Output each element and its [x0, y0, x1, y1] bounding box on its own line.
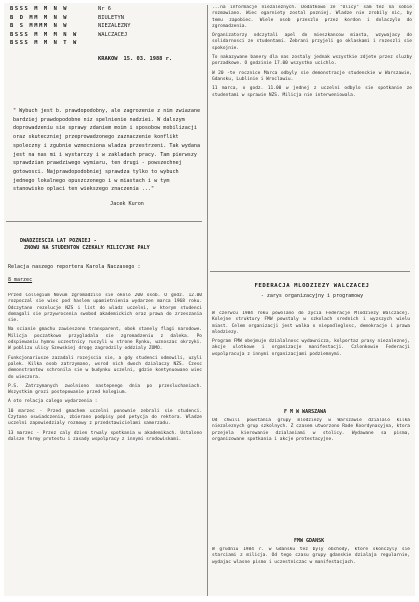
warsaw-label: F M W WARSZAWA	[284, 409, 327, 415]
right-top-body	[212, 5, 412, 267]
masthead	[10, 5, 205, 65]
article-title	[20, 238, 190, 253]
issue-date	[98, 56, 178, 62]
masthead-line: WALCZACEJ	[98, 31, 128, 38]
left-column	[4, 3, 204, 596]
bulletin-page	[4, 3, 415, 596]
masthead-row: B S MMMM N W	[10, 23, 69, 30]
right-paragraph: Organizatorzy odczytali apel do mieszkancow miasta, wzywajacy do solidarnosci ze studentami. Zebrani przyjeli go oklaskami i rozeszli sie spokojnie.	[212, 33, 412, 51]
warsaw-text: Od chwili powstania grupy mlodziezy w Warszawie dzialalo kilka niezaleznych grup szkolnych. Z czasem utworzono Rade Koordynacyjna, ktora przejela kierowanie dzialaniami w stolicy. Wydawane sa pisma, organizowane spotkania i akcje protestacyjne.	[212, 418, 410, 442]
gdansk-body	[212, 547, 410, 595]
gdansk-text: W grudniu 1984 r. w Gdansku tez byly obchody, ktore skonczyly sie starciami z milicja. Od tego czasu grupy gdanskie dzialaja regularnie, wydajac wlasne pismo i uczestniczac w manifestacjach.	[212, 547, 410, 565]
article-date-label: 8 marzec	[8, 277, 33, 283]
masthead-row: B D MM M N W	[10, 14, 69, 21]
masthead-letters	[10, 5, 78, 48]
federation-subtitle: - zarys organizacyjny i programowy	[260, 293, 364, 299]
article-title-line: ZNOWU NA STUDENTOW CZEKALY MILICYJNE PALY	[24, 245, 150, 252]
right-paragraph: To nakazywane banery dla nas zostaly jednak wszystkie zdjete przez sluzby porzadkowe. O godzinie 17.00 wszystko ucichlo.	[212, 55, 412, 67]
masthead-row: BSSS M M N T W	[10, 40, 78, 47]
issue-city: KRAKOW	[98, 56, 118, 62]
right-paragraph: W 20 -te rocznice Marca odbyly sie demonstracje studenckie w Warszawie, Gdansku, Lublinie i Wroclawiu.	[212, 70, 412, 82]
warsaw-body	[212, 418, 410, 534]
article-subtitle	[8, 264, 202, 284]
section-rule	[6, 221, 202, 222]
article-paragraph: Na scianie gmachu zawieszono transparent, obok stanely flagi narodowe. Milicja poczatkowo przygladala sie zgromadzeniu z daleka. Po odspiewaniu hymnu uczestnicy ruszyli w strone Rynku, wznoszac okrzyki. W poblizu ulicy Szewskiej drogę zagrodzily oddzialy ZOMO.	[8, 327, 202, 352]
gdansk-label: FMW GDANSK	[294, 538, 325, 544]
right-paragraph: ...na informacje niezaleznych. Dodatkowo ze "Ulicy" sam tez na sobie rozmawiano. Wiec ogarniety zostal pozniej. Wladze nie zrobily nic, by temu zapobiec. Wiele osob przeszlo przez kordon i dolaczylo do zgromadzenia.	[212, 5, 412, 29]
section-rule	[210, 271, 410, 272]
federation-body	[212, 311, 410, 407]
masthead-row: BSSS M M N W	[10, 6, 69, 12]
federation-heading	[226, 283, 398, 299]
quote-text: " Wybuch jest b. prawdopodobny, ale zagrozenie z nim zwiazane bardziej prawdopodobne niz spelnienie nadziei. W dalszym doprowadzeniu sie sprawy zdaniem moim i sposobow mobilizacji oraz skuteczniej przeprowadzonego zaznaczenie konflikt spoleczny i zgubnie wzmocniona wladza przestrzeni. Tak wydana jest na nas mi i wystarczy i w zakladach pracy. Tam pierwszy sprawdzian prawdziwego wymiaru, ten drugi - powszechnej gotowosci. Najprawdopodobniej sprawdza tylko to wybuch jednego lokalnego opuszczonego i w miastach i w tym stanowisko oplaci ten wiekszego znaczenia ..."	[13, 108, 201, 193]
article-paragraph: 10 marzec - Przed gmachem uczelni ponownie zebrali sie studenci. Czytano oswiadczenia, zbierano podpisy pod petycja do rektora. Wladze uczelni zapowiedzialy rozmowy z przedstawicielami samorzadu.	[8, 408, 202, 427]
issue-number: Nr 6	[98, 6, 111, 12]
masthead-meta	[98, 5, 130, 39]
article-body	[8, 293, 202, 593]
article-paragraph: Przed Collegium Novum zgromadzilo sie okolo 200 osob. O godz. 12.00 rozpoczal sie wiec pod haslem upamietnienia wydarzen marca 1968 roku. Odczytano rezolucje NZS i list do wladz uczelni, w ktorym studenci domagali sie przywrocenia swobod akademickich oraz prawa do zrzeszania sie.	[8, 293, 202, 324]
right-paragraph: 11 marca, o godz. 11.00 w jednej z uczelni odbylo sie spotkanie ze studentami w sprawie NZS. Milicja nie interweniowala.	[212, 86, 412, 98]
opening-quote	[13, 107, 201, 209]
article-byline: Relacja naszego reportera Karola Naczasego :	[8, 264, 141, 270]
masthead-line: NIEZALEZNY	[98, 23, 131, 30]
article-paragraph: A oto relacja calego wydarzenia :	[8, 399, 98, 405]
column-divider	[207, 5, 208, 596]
article-paragraph: Funkcjonariusze zazadali rozejscia sie, a gdy studenci odmowili, uzyli palek. Kilka osob zatrzymano, wsrod nich dwoch dzialaczy NZS. Czesc demonstrantow schronila sie w budynku uczelni, gdzie kontynuowano wiec do wieczora.	[8, 355, 202, 380]
federation-intro: W czerwcu 1984 roku powolano do zycia Federacje Mlodziezy Walczacej. Kolejne struktury FMW powstaly w szkolach srednich i wyzszych wielu miast. Celem organizacji jest walka o niepodleglosc, demokracje i prawa mlodziezy.	[212, 311, 410, 335]
masthead-line: BIULETYN	[98, 14, 124, 21]
article-paragraph: P.S. Zatrzymanych zwolniono nastepnego dnia po przesluchaniach. Wszystkim grozi postepowanie przed kolegium.	[8, 383, 202, 396]
quote-author: Jacek Kuron	[110, 201, 144, 208]
article-paragraph: 13 marzec - Przez caly dzien trwaly spotkania w akademikach. Ustalono dalsze formy protestu i zasady wspolpracy z innymi srodowiskami.	[8, 430, 202, 442]
article-title-line: DWADZIESCIA LAT POZNIEJ -	[20, 238, 97, 244]
masthead-row: BSSS M M M N W	[10, 31, 78, 38]
federation-title: FEDERACJA MLODZIEZY WALCZACEJ	[254, 283, 370, 289]
issue-date-value: 15. 03. 1988 r.	[123, 56, 173, 62]
federation-program: Program FMW obejmuje dzialalnosc wydawnicza, kolportaz prasy niezaleznej, akcje ulotkowe i organizacje manifestacji. Czlonkowie Federacji wspolpracuja z innymi organizacjami podziemnymi.	[212, 339, 410, 357]
